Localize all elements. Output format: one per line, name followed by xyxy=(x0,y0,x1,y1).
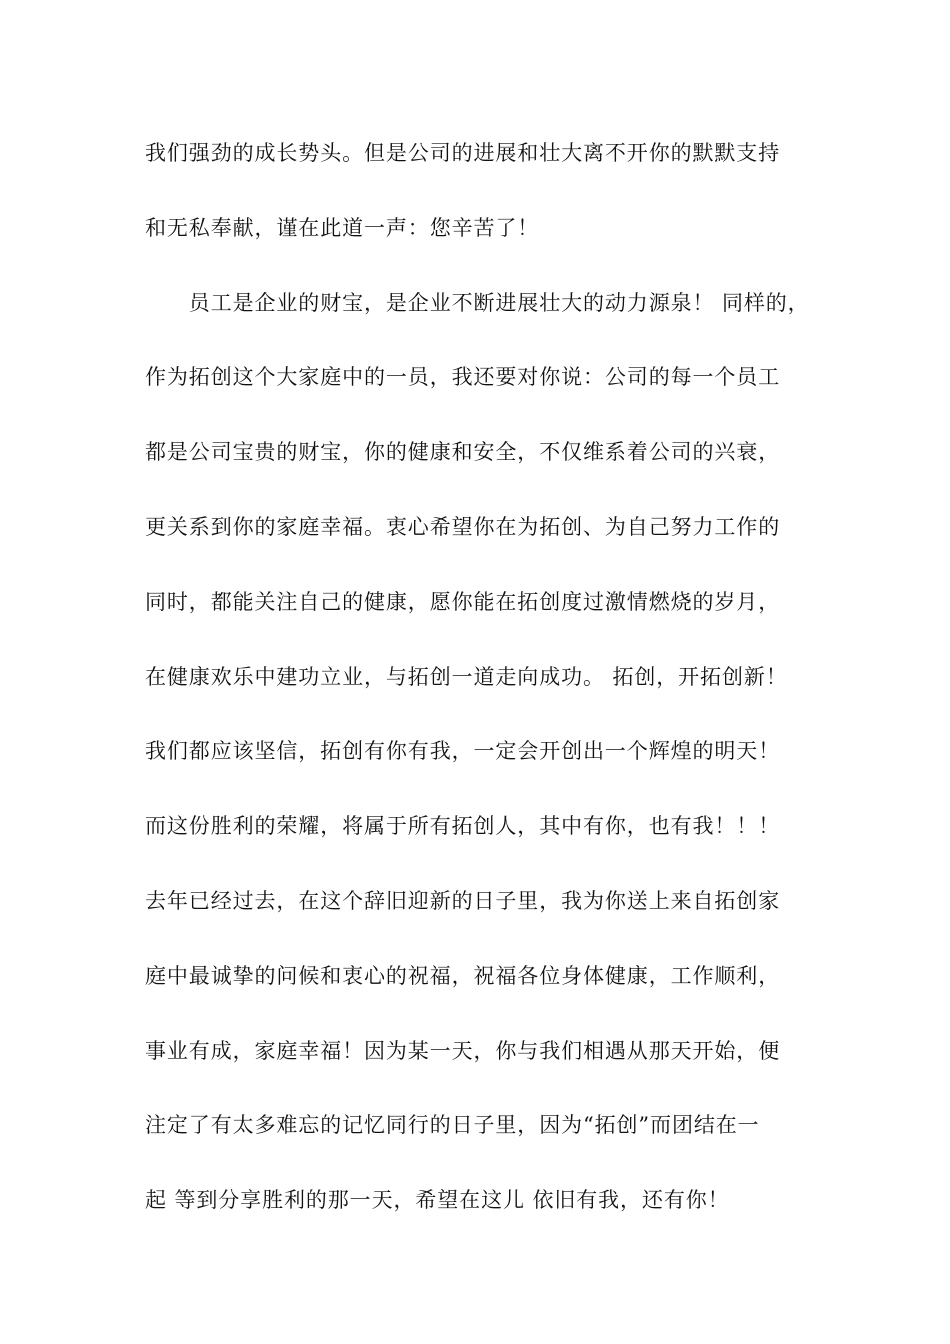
text-line: 我们强劲的成长势头。但是公司的进展和壮大离不开你的默默支持 xyxy=(145,141,781,165)
text-line: 更关系到你的家庭幸福。衷心希望你在为拓创、为自己努力工作的 xyxy=(145,514,781,539)
text-line: 员工是企业的财宝，是企业不断进展壮大的动力源泉！ 同样的， xyxy=(145,290,810,315)
text-line: 都是公司宝贵的财宝，你的健康和安全，不仅维系着公司的兴衰， xyxy=(145,440,781,465)
text-line: 同时，都能关注自己的健康，愿你能在拓创度过激情燃烧的岁月， xyxy=(145,589,781,614)
text-line: 作为拓创这个大家庭中的一员，我还要对你说：公司的每一个员工 xyxy=(145,365,781,390)
text-line: 我们都应该坚信，拓创有你有我，一定会开创出一个辉煌的明天！ xyxy=(145,739,781,764)
body-text xyxy=(145,133,825,1255)
text-line: 而这份胜利的荣耀，将属于所有拓创人，其中有你，也有我！！！ xyxy=(145,814,781,839)
text-line: 注定了有太多难忘的记忆同行的日子里，因为“拓创”而团结在一 xyxy=(145,1113,760,1138)
text-line: 事业有成，家庭幸福！因为某一天，你与我们相遇从那天开始，便 xyxy=(145,1038,781,1063)
text-line: 去年已经过去，在这个辞旧迎新的日子里，我为你送上来自拓创家 xyxy=(145,888,781,913)
text-line: 庭中最诚挚的问候和衷心的祝福，祝福各位身体健康，工作顺利， xyxy=(145,963,781,988)
text-line: 和无私奉献，谨在此道一声：您辛苦了！ xyxy=(145,215,540,240)
text-line: 在健康欢乐中建功立业，与拓创一道走向成功。 拓创，开拓创新！ xyxy=(145,664,788,689)
text-line: 起 等到分享胜利的那一天，希望在这儿 依旧有我，还有你！ xyxy=(145,1188,730,1213)
